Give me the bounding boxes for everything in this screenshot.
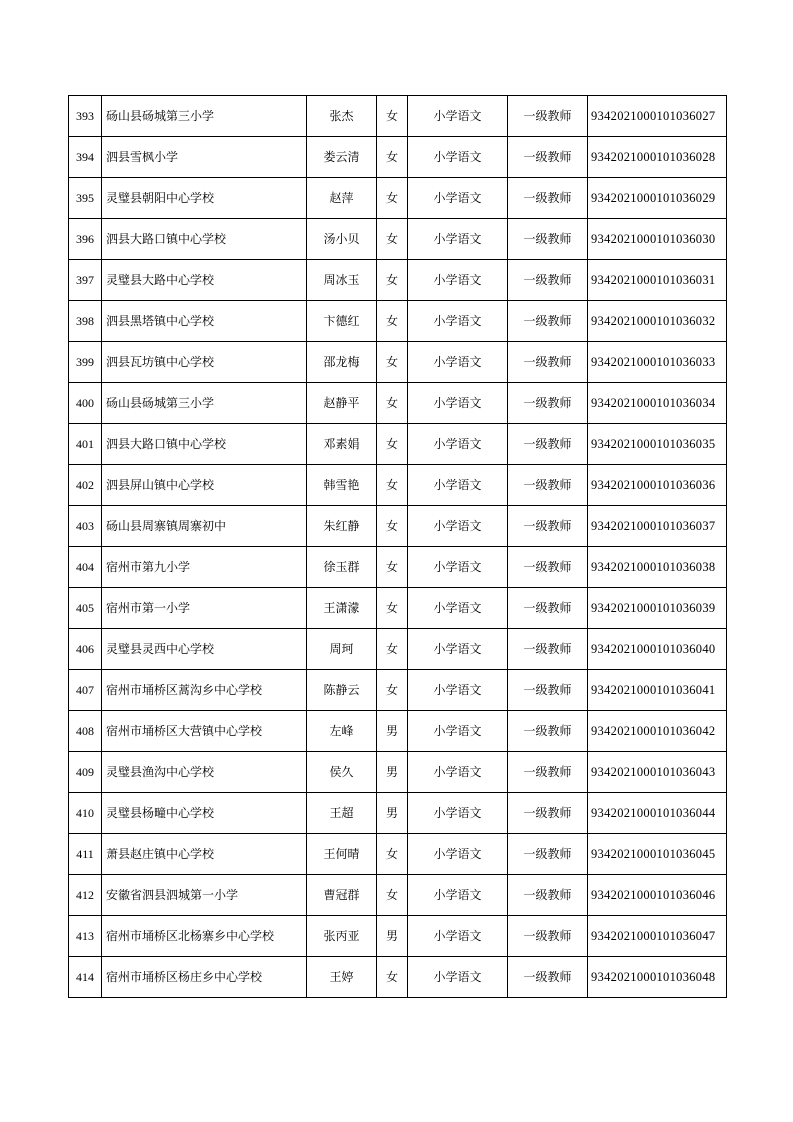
certificate-number-cell: 9342021000101036043 bbox=[588, 752, 727, 793]
subject-cell: 小学语文 bbox=[408, 96, 508, 137]
school-cell: 灵璧县灵西中心学校 bbox=[102, 629, 307, 670]
school-cell: 砀山县砀城第三小学 bbox=[102, 383, 307, 424]
title-cell: 一级教师 bbox=[508, 178, 588, 219]
table-body bbox=[69, 96, 727, 998]
name-cell: 张丙亚 bbox=[307, 916, 377, 957]
row-number-cell: 404 bbox=[69, 547, 102, 588]
name-cell: 周珂 bbox=[307, 629, 377, 670]
certificate-number-cell: 9342021000101036046 bbox=[588, 875, 727, 916]
table-row bbox=[69, 957, 727, 998]
name-cell: 张杰 bbox=[307, 96, 377, 137]
school-cell: 宿州市第一小学 bbox=[102, 588, 307, 629]
subject-cell: 小学语文 bbox=[408, 916, 508, 957]
school-cell: 泗县屏山镇中心学校 bbox=[102, 465, 307, 506]
title-cell: 一级教师 bbox=[508, 383, 588, 424]
row-number-cell: 394 bbox=[69, 137, 102, 178]
table-row bbox=[69, 752, 727, 793]
certificate-number-cell: 9342021000101036027 bbox=[588, 96, 727, 137]
school-cell: 灵璧县大路中心学校 bbox=[102, 260, 307, 301]
row-number-cell: 393 bbox=[69, 96, 102, 137]
name-cell: 汤小贝 bbox=[307, 219, 377, 260]
row-number-cell: 410 bbox=[69, 793, 102, 834]
subject-cell: 小学语文 bbox=[408, 260, 508, 301]
row-number-cell: 407 bbox=[69, 670, 102, 711]
gender-cell: 男 bbox=[377, 916, 408, 957]
certificate-number-cell: 9342021000101036047 bbox=[588, 916, 727, 957]
school-cell: 泗县雪枫小学 bbox=[102, 137, 307, 178]
table-row bbox=[69, 916, 727, 957]
title-cell: 一级教师 bbox=[508, 670, 588, 711]
table-row bbox=[69, 629, 727, 670]
certificate-number-cell: 9342021000101036028 bbox=[588, 137, 727, 178]
gender-cell: 女 bbox=[377, 301, 408, 342]
table-row bbox=[69, 301, 727, 342]
table-row bbox=[69, 424, 727, 465]
subject-cell: 小学语文 bbox=[408, 178, 508, 219]
name-cell: 卞德红 bbox=[307, 301, 377, 342]
gender-cell: 女 bbox=[377, 588, 408, 629]
gender-cell: 男 bbox=[377, 793, 408, 834]
gender-cell: 女 bbox=[377, 424, 408, 465]
school-cell: 泗县瓦坊镇中心学校 bbox=[102, 342, 307, 383]
table-row bbox=[69, 506, 727, 547]
table-row bbox=[69, 834, 727, 875]
school-cell: 泗县大路口镇中心学校 bbox=[102, 424, 307, 465]
gender-cell: 女 bbox=[377, 96, 408, 137]
gender-cell: 女 bbox=[377, 260, 408, 301]
certificate-number-cell: 9342021000101036045 bbox=[588, 834, 727, 875]
name-cell: 周冰玉 bbox=[307, 260, 377, 301]
title-cell: 一级教师 bbox=[508, 916, 588, 957]
gender-cell: 女 bbox=[377, 342, 408, 383]
table-row bbox=[69, 178, 727, 219]
certificate-number-cell: 9342021000101036044 bbox=[588, 793, 727, 834]
table-row bbox=[69, 711, 727, 752]
gender-cell: 女 bbox=[377, 219, 408, 260]
row-number-cell: 396 bbox=[69, 219, 102, 260]
subject-cell: 小学语文 bbox=[408, 793, 508, 834]
certificate-number-cell: 9342021000101036041 bbox=[588, 670, 727, 711]
table-row bbox=[69, 342, 727, 383]
title-cell: 一级教师 bbox=[508, 629, 588, 670]
gender-cell: 女 bbox=[377, 875, 408, 916]
certificate-number-cell: 9342021000101036042 bbox=[588, 711, 727, 752]
title-cell: 一级教师 bbox=[508, 260, 588, 301]
row-number-cell: 409 bbox=[69, 752, 102, 793]
gender-cell: 男 bbox=[377, 711, 408, 752]
subject-cell: 小学语文 bbox=[408, 137, 508, 178]
row-number-cell: 413 bbox=[69, 916, 102, 957]
gender-cell: 女 bbox=[377, 670, 408, 711]
school-cell: 泗县黑塔镇中心学校 bbox=[102, 301, 307, 342]
row-number-cell: 405 bbox=[69, 588, 102, 629]
title-cell: 一级教师 bbox=[508, 834, 588, 875]
name-cell: 邓素娟 bbox=[307, 424, 377, 465]
row-number-cell: 411 bbox=[69, 834, 102, 875]
name-cell: 王潇濛 bbox=[307, 588, 377, 629]
row-number-cell: 397 bbox=[69, 260, 102, 301]
subject-cell: 小学语文 bbox=[408, 588, 508, 629]
table-row bbox=[69, 547, 727, 588]
subject-cell: 小学语文 bbox=[408, 752, 508, 793]
table-row bbox=[69, 875, 727, 916]
title-cell: 一级教师 bbox=[508, 137, 588, 178]
certificate-number-cell: 9342021000101036031 bbox=[588, 260, 727, 301]
table-row bbox=[69, 219, 727, 260]
school-cell: 宿州市第九小学 bbox=[102, 547, 307, 588]
subject-cell: 小学语文 bbox=[408, 957, 508, 998]
gender-cell: 女 bbox=[377, 137, 408, 178]
title-cell: 一级教师 bbox=[508, 752, 588, 793]
row-number-cell: 399 bbox=[69, 342, 102, 383]
title-cell: 一级教师 bbox=[508, 301, 588, 342]
gender-cell: 女 bbox=[377, 957, 408, 998]
row-number-cell: 406 bbox=[69, 629, 102, 670]
name-cell: 左峰 bbox=[307, 711, 377, 752]
title-cell: 一级教师 bbox=[508, 506, 588, 547]
certificate-number-cell: 9342021000101036029 bbox=[588, 178, 727, 219]
table-row bbox=[69, 465, 727, 506]
gender-cell: 男 bbox=[377, 752, 408, 793]
subject-cell: 小学语文 bbox=[408, 834, 508, 875]
name-cell: 徐玉群 bbox=[307, 547, 377, 588]
table-row bbox=[69, 260, 727, 301]
school-cell: 宿州市埇桥区杨庄乡中心学校 bbox=[102, 957, 307, 998]
gender-cell: 女 bbox=[377, 178, 408, 219]
school-cell: 宿州市埇桥区北杨寨乡中心学校 bbox=[102, 916, 307, 957]
subject-cell: 小学语文 bbox=[408, 301, 508, 342]
name-cell: 韩雪艳 bbox=[307, 465, 377, 506]
subject-cell: 小学语文 bbox=[408, 875, 508, 916]
title-cell: 一级教师 bbox=[508, 547, 588, 588]
certificate-number-cell: 9342021000101036039 bbox=[588, 588, 727, 629]
title-cell: 一级教师 bbox=[508, 588, 588, 629]
gender-cell: 女 bbox=[377, 506, 408, 547]
table-row bbox=[69, 383, 727, 424]
certificate-number-cell: 9342021000101036035 bbox=[588, 424, 727, 465]
title-cell: 一级教师 bbox=[508, 96, 588, 137]
title-cell: 一级教师 bbox=[508, 465, 588, 506]
certificate-number-cell: 9342021000101036040 bbox=[588, 629, 727, 670]
title-cell: 一级教师 bbox=[508, 711, 588, 752]
gender-cell: 女 bbox=[377, 629, 408, 670]
name-cell: 曹冠群 bbox=[307, 875, 377, 916]
certificate-number-cell: 9342021000101036032 bbox=[588, 301, 727, 342]
school-cell: 砀山县砀城第三小学 bbox=[102, 96, 307, 137]
row-number-cell: 403 bbox=[69, 506, 102, 547]
school-cell: 泗县大路口镇中心学校 bbox=[102, 219, 307, 260]
row-number-cell: 412 bbox=[69, 875, 102, 916]
subject-cell: 小学语文 bbox=[408, 629, 508, 670]
row-number-cell: 402 bbox=[69, 465, 102, 506]
name-cell: 赵静平 bbox=[307, 383, 377, 424]
gender-cell: 女 bbox=[377, 834, 408, 875]
table-row bbox=[69, 793, 727, 834]
title-cell: 一级教师 bbox=[508, 219, 588, 260]
school-cell: 宿州市埇桥区蒿沟乡中心学校 bbox=[102, 670, 307, 711]
certificate-number-cell: 9342021000101036048 bbox=[588, 957, 727, 998]
table-row bbox=[69, 670, 727, 711]
school-cell: 安徽省泗县泗城第一小学 bbox=[102, 875, 307, 916]
table-row bbox=[69, 96, 727, 137]
name-cell: 陈静云 bbox=[307, 670, 377, 711]
title-cell: 一级教师 bbox=[508, 957, 588, 998]
name-cell: 朱红静 bbox=[307, 506, 377, 547]
name-cell: 娄云清 bbox=[307, 137, 377, 178]
gender-cell: 女 bbox=[377, 383, 408, 424]
certificate-number-cell: 9342021000101036037 bbox=[588, 506, 727, 547]
name-cell: 王超 bbox=[307, 793, 377, 834]
table-row bbox=[69, 137, 727, 178]
row-number-cell: 400 bbox=[69, 383, 102, 424]
certificate-number-cell: 9342021000101036036 bbox=[588, 465, 727, 506]
row-number-cell: 401 bbox=[69, 424, 102, 465]
row-number-cell: 408 bbox=[69, 711, 102, 752]
row-number-cell: 398 bbox=[69, 301, 102, 342]
title-cell: 一级教师 bbox=[508, 342, 588, 383]
school-cell: 宿州市埇桥区大营镇中心学校 bbox=[102, 711, 307, 752]
subject-cell: 小学语文 bbox=[408, 547, 508, 588]
teacher-roster-table bbox=[68, 95, 727, 998]
subject-cell: 小学语文 bbox=[408, 342, 508, 383]
subject-cell: 小学语文 bbox=[408, 383, 508, 424]
subject-cell: 小学语文 bbox=[408, 711, 508, 752]
school-cell: 砀山县周寨镇周寨初中 bbox=[102, 506, 307, 547]
school-cell: 萧县赵庄镇中心学校 bbox=[102, 834, 307, 875]
subject-cell: 小学语文 bbox=[408, 219, 508, 260]
certificate-number-cell: 9342021000101036030 bbox=[588, 219, 727, 260]
name-cell: 王婷 bbox=[307, 957, 377, 998]
row-number-cell: 395 bbox=[69, 178, 102, 219]
school-cell: 灵璧县朝阳中心学校 bbox=[102, 178, 307, 219]
certificate-number-cell: 9342021000101036033 bbox=[588, 342, 727, 383]
name-cell: 王何晴 bbox=[307, 834, 377, 875]
subject-cell: 小学语文 bbox=[408, 465, 508, 506]
subject-cell: 小学语文 bbox=[408, 670, 508, 711]
subject-cell: 小学语文 bbox=[408, 424, 508, 465]
certificate-number-cell: 9342021000101036034 bbox=[588, 383, 727, 424]
row-number-cell: 414 bbox=[69, 957, 102, 998]
subject-cell: 小学语文 bbox=[408, 506, 508, 547]
name-cell: 邵龙梅 bbox=[307, 342, 377, 383]
name-cell: 侯久 bbox=[307, 752, 377, 793]
title-cell: 一级教师 bbox=[508, 793, 588, 834]
title-cell: 一级教师 bbox=[508, 424, 588, 465]
school-cell: 灵璧县杨疃中心学校 bbox=[102, 793, 307, 834]
gender-cell: 女 bbox=[377, 547, 408, 588]
school-cell: 灵璧县渔沟中心学校 bbox=[102, 752, 307, 793]
name-cell: 赵萍 bbox=[307, 178, 377, 219]
gender-cell: 女 bbox=[377, 465, 408, 506]
title-cell: 一级教师 bbox=[508, 875, 588, 916]
certificate-number-cell: 9342021000101036038 bbox=[588, 547, 727, 588]
table-row bbox=[69, 588, 727, 629]
